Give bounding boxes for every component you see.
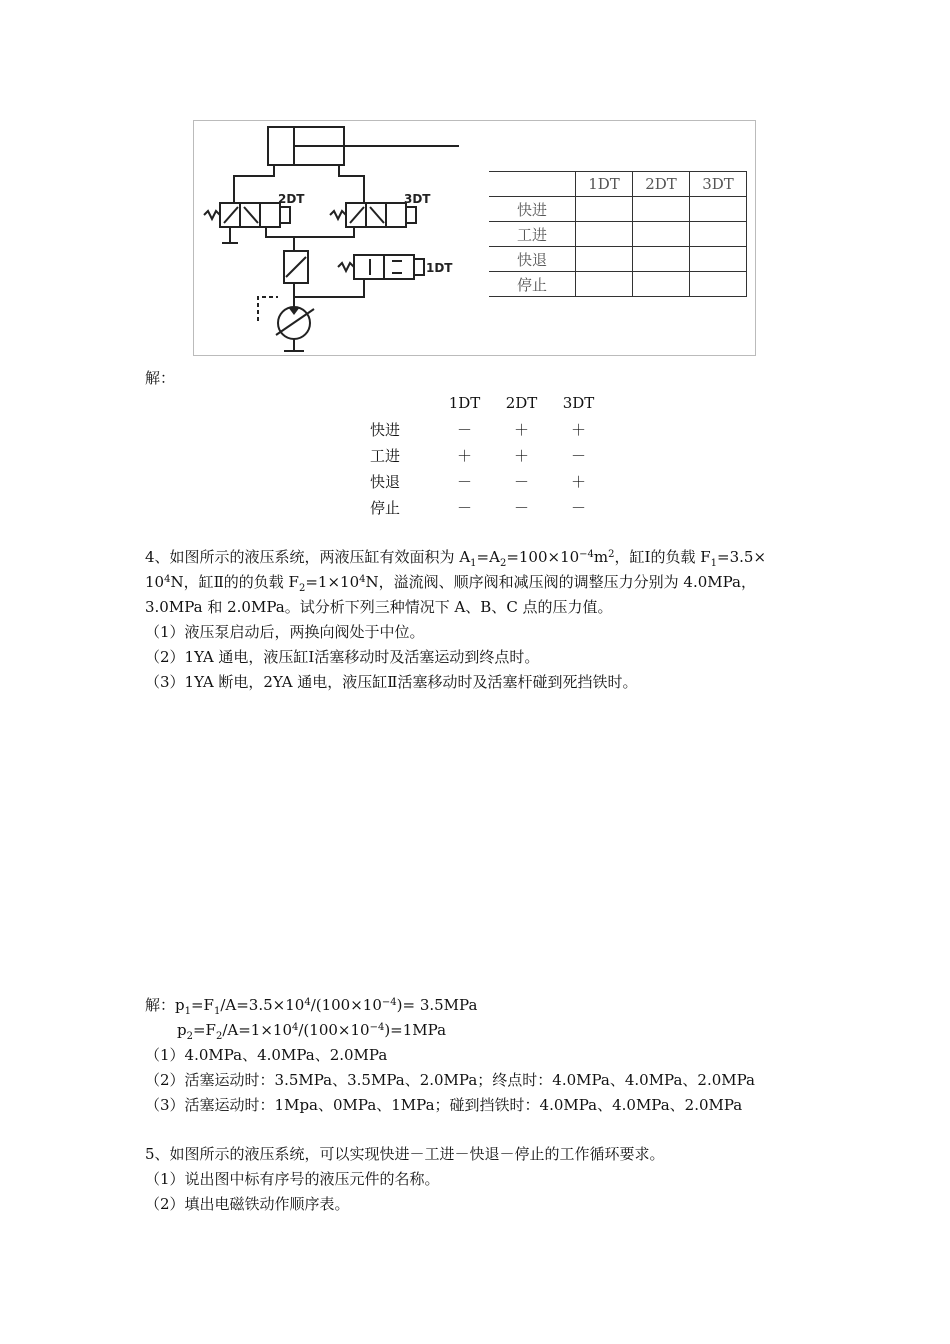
q5-item2: （2）填出电磁铁动作顺序表。	[145, 1195, 350, 1213]
answer1-table	[370, 390, 607, 520]
q4-line2: $10^4N$，缸Ⅱ的的负载 $F_2=1\times 10^4N$，溢流阀、顺序阀和减压阀的调整压力分别为 4.0MPa，	[145, 573, 756, 594]
header-1dt: 1DT	[576, 172, 633, 197]
table-row: 快退 － － ＋	[370, 472, 586, 491]
table-row: 快进 － ＋ ＋	[370, 420, 586, 439]
table-row: 快进	[489, 197, 747, 222]
answer1-label: 解：	[145, 369, 176, 387]
header-3dt: 3DT	[690, 172, 747, 197]
q4-line3: 3.0MPa 和 2.0MPa。试分析下列三种情况下 A、B、C 点的压力值。	[145, 598, 613, 616]
table-header-row: 1DT 2DT 3DT	[448, 394, 595, 412]
q5-item1: （1）说出图中标有序号的液压元件的名称。	[145, 1170, 440, 1188]
q4-item1: （1）液压泵启动后，两换向阀处于中位。	[145, 623, 425, 641]
table-row: 快退	[489, 247, 747, 272]
q4-line1: 4、如图所示的液压系统，两液压缸有效面积为 $A_1=A_2=100\times 10^{-4}m^2$，缸Ⅰ的负载 $F_1=3.5\times$	[145, 548, 767, 569]
q4-item3: （3）1YA 断电，2YA 通电，液压缸Ⅱ活塞移动时及活塞杆碰到死挡铁时。	[145, 673, 638, 691]
label-2dt: 2DT	[278, 192, 305, 206]
q5-line1: 5、如图所示的液压系统，可以实现快进－工进－快退－停止的工作循环要求。	[145, 1145, 665, 1163]
hydraulic-figure	[193, 120, 756, 356]
solenoid-sequence-table	[489, 171, 747, 297]
answer2-result2: （2）活塞运动时：3.5MPa、3.5MPa、2.0MPa；终点时：4.0MPa、4.0MPa、2.0MPa	[145, 1071, 755, 1089]
label-3dt: 3DT	[404, 192, 431, 206]
label-1dt: 1DT	[426, 261, 453, 275]
table-row: 工进	[489, 222, 747, 247]
table-header-row	[489, 172, 747, 197]
hydraulic-circuit-diagram	[194, 121, 484, 355]
answer2-line1: 解：$p_1=F_1/A=3.5\times 10^4/(100\times 10^{-4})= 3.5MPa$	[145, 996, 478, 1017]
table-row: 停止	[489, 272, 747, 297]
answer2-result1: （1）4.0MPa、4.0MPa、2.0MPa	[145, 1046, 388, 1064]
answer2-result3: （3）活塞运动时：1Mpa、0MPa、1MPa；碰到挡铁时：4.0MPa、4.0MPa、2.0MPa	[145, 1096, 743, 1114]
q4-item2: （2）1YA 通电，液压缸Ⅰ活塞移动时及活塞运动到终点时。	[145, 648, 540, 666]
header-2dt: 2DT	[633, 172, 690, 197]
table-row: 停止 － － －	[370, 498, 586, 517]
answer2-line2: $p_2=F_2/A=1\times 10^4/(100\times 10^{-4})=1MPa$	[177, 1021, 447, 1042]
table-row: 工进 ＋ ＋ －	[370, 446, 586, 465]
